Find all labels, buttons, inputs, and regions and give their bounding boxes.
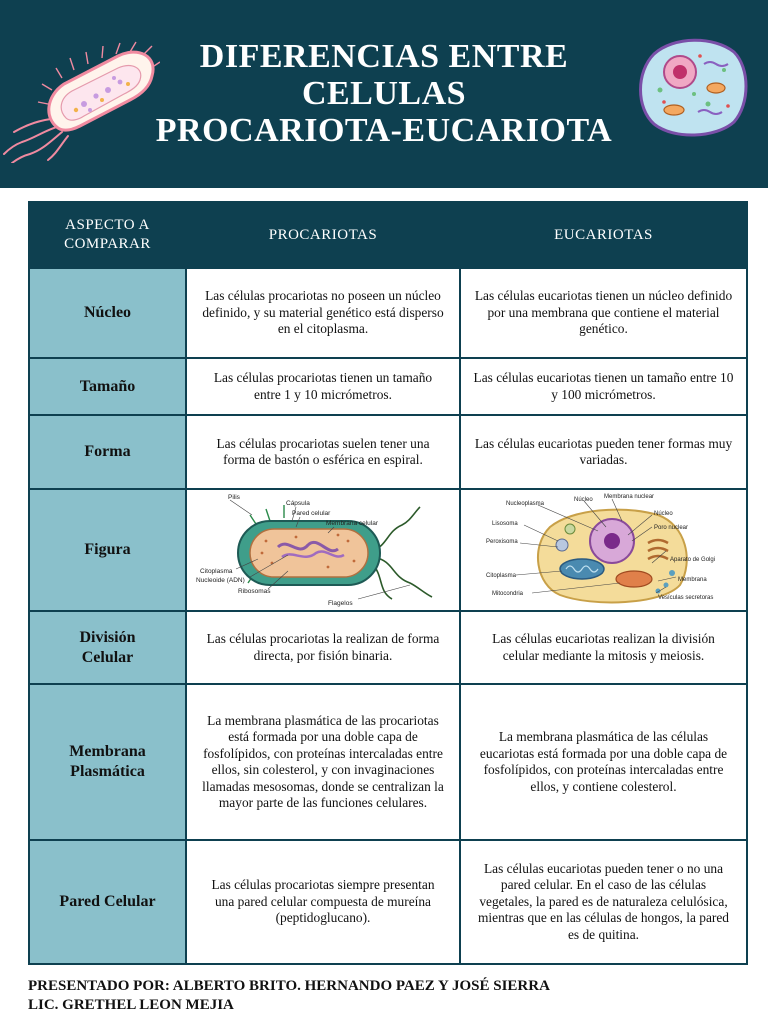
procariotas-cell: La membrana plasmática de las procariotas está formada por una doble capa de fosfolípidos, con proteínas intercaladas entre ellos, sin colesterol, y con invaginaciones llamadas mesosomas, donde se centralizan la mayor parte de las funciones celulares. bbox=[186, 684, 460, 840]
table-row bbox=[29, 684, 747, 840]
row-aspect: Figura bbox=[29, 489, 186, 611]
eucariotas-cell: Las células eucariotas pueden tener o no una pared celular. En el caso de las células vegetales, la pared es de naturaleza celulósica, mientras que en las células de hongos, la pared es de quitina. bbox=[460, 840, 747, 964]
prokaryote-label: Flagelos bbox=[328, 600, 353, 607]
procariotas-cell: Las células procariotas suelen tener una forma de bastón o esférica en espiral. bbox=[186, 415, 460, 489]
table-row bbox=[29, 358, 747, 415]
eukaryote-label: Lisosoma bbox=[491, 521, 518, 527]
row-aspect: División Celular bbox=[29, 611, 186, 684]
column-header-eucariotas: EUCARIOTAS bbox=[460, 202, 747, 268]
presenters-line: PRESENTADO POR: ALBERTO BRITO. HERNANDO PAEZ Y JOSÉ SIERRA bbox=[28, 978, 550, 994]
prokaryote-figure-cell bbox=[186, 489, 460, 611]
eukaryote-figure-cell bbox=[460, 489, 747, 611]
row-aspect: Tamaño bbox=[29, 358, 186, 415]
eukaryote-label: Vesículas secretoras bbox=[657, 595, 713, 601]
table-header-row bbox=[29, 202, 747, 268]
title-line: CELULAS bbox=[301, 75, 467, 112]
eukaryote-label: Membrana nuclear bbox=[603, 494, 654, 500]
eukaryote-label: Poro nuclear bbox=[653, 525, 688, 531]
row-aspect: Forma bbox=[29, 415, 186, 489]
row-aspect: Pared Celular bbox=[29, 840, 186, 964]
eucariotas-cell: La membrana plasmática de las células eucariotas está formada por una doble capa de fosfolípidos, con proteínas intercaladas entre ellos, y contiene colesterol. bbox=[460, 684, 747, 840]
table-row bbox=[29, 611, 747, 684]
eukaryote-label: Peroxisoma bbox=[485, 539, 518, 545]
teacher-line: LIC. GRETHEL LEON MEJIA bbox=[28, 997, 234, 1013]
prokaryote-label: Cápsula bbox=[286, 500, 310, 507]
table-row bbox=[29, 489, 747, 611]
procariotas-cell: Las células procariotas la realizan de forma directa, por fisión binaria. bbox=[186, 611, 460, 684]
footer-credits bbox=[28, 977, 746, 1015]
eukaryote-diagram-icon bbox=[462, 491, 746, 609]
prokaryote-diagram-icon bbox=[188, 491, 458, 609]
column-header-procariotas: PROCARIOTAS bbox=[186, 202, 460, 268]
eukaryote-label: Membrana bbox=[677, 577, 707, 583]
row-aspect: Núcleo bbox=[29, 268, 186, 358]
comparison-table bbox=[28, 201, 748, 965]
procariotas-cell: Las células procariotas siempre presentan una pared celular compuesta de mureína (peptidoglucano). bbox=[186, 840, 460, 964]
prokaryote-label: Pared celular bbox=[292, 510, 331, 517]
procariotas-cell: Las células procariotas tienen un tamaño entre 1 y 10 micrómetros. bbox=[186, 358, 460, 415]
eucariotas-cell: Las células eucariotas realizan la división celular mediante la mitosis y meiosis. bbox=[460, 611, 747, 684]
table-row bbox=[29, 840, 747, 964]
animal-cell-icon bbox=[634, 34, 749, 140]
eukaryote-label: Núcleo bbox=[573, 497, 593, 503]
prokaryote-label: Nucleoide (ADN) bbox=[196, 577, 245, 584]
procariotas-cell: Las células procariotas no poseen un núcleo definido, y su material genético está disperso en el citoplasma. bbox=[186, 268, 460, 358]
page-title bbox=[130, 38, 638, 149]
eucariotas-cell: Las células eucariotas tienen un núcleo definido por una membrana que contiene el material genético. bbox=[460, 268, 747, 358]
row-aspect: Membrana Plasmática bbox=[29, 684, 186, 840]
eukaryote-label: Citoplasma bbox=[485, 573, 516, 579]
eukaryote-label: Núcleo bbox=[653, 511, 673, 517]
eucariotas-cell: Las células eucariotas pueden tener formas muy variadas. bbox=[460, 415, 747, 489]
table-row bbox=[29, 268, 747, 358]
eukaryote-label: Nucleoplasma bbox=[505, 501, 544, 507]
prokaryote-label: Membrana celular bbox=[326, 520, 379, 527]
prokaryote-label: Ribosomas bbox=[238, 588, 271, 595]
prokaryote-label: Pilis bbox=[228, 494, 240, 501]
eukaryote-label: Aparato de Golgi bbox=[669, 557, 715, 563]
eucariotas-cell: Las células eucariotas tienen un tamaño entre 10 y 100 micrómetros. bbox=[460, 358, 747, 415]
title-line: DIFERENCIAS ENTRE bbox=[199, 38, 569, 75]
eukaryote-label: Mitocondria bbox=[491, 591, 523, 597]
prokaryote-label: Citoplasma bbox=[200, 568, 233, 575]
title-line: PROCARIOTA-EUCARIOTA bbox=[155, 112, 613, 149]
column-header-aspect: ASPECTO A COMPARAR bbox=[29, 202, 186, 268]
table-row bbox=[29, 415, 747, 489]
header-banner bbox=[0, 0, 768, 188]
